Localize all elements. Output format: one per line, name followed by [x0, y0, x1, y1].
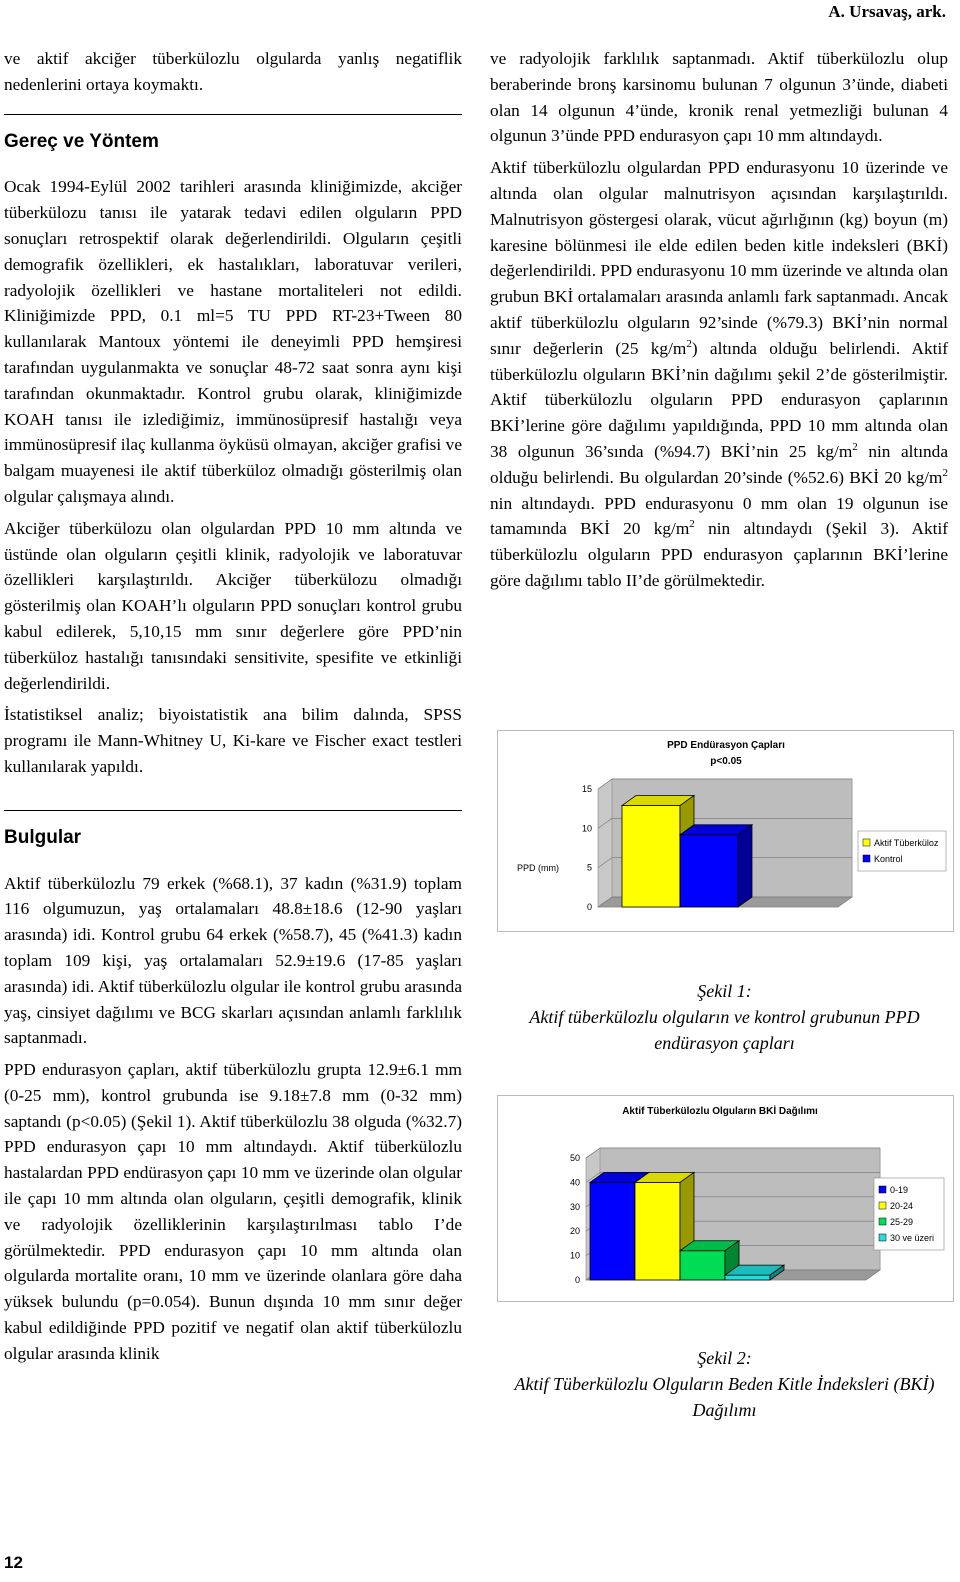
figure-2-chart	[497, 1095, 954, 1302]
page-number: 12	[4, 1553, 23, 1572]
y-tick-label: 10	[581, 823, 592, 834]
legend-label: 20-24	[890, 1201, 914, 1211]
y-tick-label: 0	[574, 1275, 580, 1285]
figure-2-title: Aktif Tüberkülozlu Olguların Beden Kitle İndeksleri (BKİ) Dağılımı	[514, 1374, 935, 1420]
figure-1-label: Şekil 1:	[697, 981, 752, 1001]
chart-title: PPD Endürasyon Çapları	[667, 740, 785, 751]
legend-label: 0-19	[890, 1185, 909, 1195]
figure-1-caption	[497, 978, 952, 1056]
bar-20-24	[635, 1182, 680, 1280]
y-tick-label: 10	[569, 1250, 580, 1261]
running-head: A. Ursavaş, ark.	[828, 2, 946, 21]
legend-swatch	[879, 1234, 886, 1241]
y-axis-label: PPD (mm)	[517, 863, 559, 873]
right-paragraph-2: Aktif tüberkülozlu olgulardan PPD endurasyonu 10 üzerinde ve altında olan olgular malnutrisyon açısından karşılaştırıldı. Malnutrisyon göstergesi olarak, vücut ağırlığının (kg) boyun (m) karesine bölünmesi ile elde edilen beden kitle indeksleri (BKİ) değerlendirildi. PPD endurasyonu 10 mm üzerinde ve altında olan grubun BKİ ortalamaları arasında anlamlı fark saptanmadı. Ancak aktif tüberkülozlu olguların 92’sinde (%79.3) BKİ’nin normal sınır değerlerin (25 $kg/m^2$) altında olduğu belirlendi. Aktif tüberkülozlu olguların BKİ’nin dağılımı şekil 2’de gösterilmiştir. Aktif tüberkülozlu olguların PPD endurasyon çaplarının BKİ’lerine göre dağılımı yapıldığında, PPD 10 mm altında olan 38 olgunun 36’sında (%94.7) BKİ’nin 25 $kg/m^2$ nin altında olduğu belirlendi. Bu olgulardan 20’sinde (%52.6) BKİ 20 $kg/m^2$ nin altındaydı. PPD endurasyonu 0 mm olan 19 olgunun ise tamamında BKİ 20 $kg/m^2$ nin altındaydı (Şekil 3). Aktif tüberkülozlu olguların PPD endurasyon çaplarının BKİ’lerine göre dağılımı tablo II’de görülmektedir.	[490, 158, 948, 590]
y-tick-label: 0	[586, 902, 592, 912]
methods-heading: Gereç ve Yöntem	[4, 130, 159, 152]
legend-swatch	[863, 855, 870, 862]
y-tick-label: 50	[569, 1153, 580, 1163]
legend-swatch	[879, 1202, 886, 1209]
results-heading: Bulgular	[4, 826, 82, 848]
legend-label: 25-29	[890, 1217, 914, 1227]
methods-paragraph-3: İstatistiksel analiz; biyoistatistik ana bilim dalında, SPSS programı ile Mann-Whitney U, Ki-kare ve Fischer exact testleri kullanılarak yapıldı.	[4, 705, 462, 776]
chart-subtitle: p<0.05	[710, 756, 742, 767]
chart-title: Aktif Tüberkülozlu Olguların BKİ Dağılımı	[622, 1106, 818, 1117]
y-tick-label: 40	[569, 1177, 580, 1188]
bar-kontrol	[680, 835, 738, 907]
y-tick-label: 20	[569, 1226, 580, 1237]
legend-swatch	[863, 839, 870, 846]
bar-25-29	[680, 1251, 725, 1280]
figure-2-caption	[497, 1345, 952, 1423]
methods-paragraph-2: Akciğer tüberkülozu olan olgulardan PPD 10 mm altında ve üstünde olan olguların çeşitli klinik, radyolojik ve laboratuvar özellikleri karşılaştırıldı. Akciğer tüberkülozu olmadığı gösterilmiş olan KOAH’lı olguların PPD sonuçları kontrol grubu kabul edilerek, 5,10,15 mm sınır değerlere göre PPD’nin tüberküloz hastalığı tanısındaki sensitivite, spesifite ve etkinliği değerlendirildi.	[4, 518, 462, 693]
bar-30-ve-zeri	[725, 1275, 770, 1280]
results-paragraph-2: PPD endurasyon çapları, aktif tüberkülozlu grupta 12.9±6.1 mm (0-25 mm), kontrol grubunda ise 9.18±7.8 mm (0-32 mm) saptandı (p<0.05) (Şekil 1). Aktif tüberkülozlu 38 olguda (%32.7) PPD endurasyon çapı 10 mm altındaydı. Aktif tüberkülozlu hastalardan PPD endürasyon çapı 10 mm ve üzerinde olan olgular ile çapı 10 mm altında olan olguların, çeşitli demografik, klinik ve radyolojik özelliklerinin karşılaştırılması tablo I’de görülmektedir. PPD endurasyon çapı 10 mm altında olan olgularda mortalite oranı, 10 mm ve üzerinde olanlara göre daha yüksek bulundu (p=0.054). Bunun dışında 10 mm sınır değer kabul edildiğinde PPD pozitif ve negatif olan aktif tüberkülozlu olgular arasında klinik	[4, 1060, 462, 1363]
legend-swatch	[879, 1218, 886, 1225]
figure-1-chart	[497, 730, 954, 932]
section-divider	[4, 810, 462, 811]
legend-label: Aktif Tüberküloz	[874, 838, 939, 848]
legend-swatch	[879, 1186, 886, 1193]
y-tick-label: 5	[586, 862, 592, 873]
figure-1-title: Aktif tüberkülozlu olguların ve kontrol grubunun PPD endürasyon çapları	[529, 1007, 920, 1053]
legend-label: Kontrol	[874, 854, 903, 864]
y-tick-label: 15	[581, 784, 592, 794]
right-paragraph-1: ve radyolojik farklılık saptanmadı. Aktif tüberkülozlu olup beraberinde bronş karsinomu bulunan 7 olgunun 3’ünde, diabeti olan 14 olgunun 4’ünde, kronik renal yetmezliği bulunan 4 olgunun 3’ünde PPD endurasyon çapı 10 mm altındaydı.	[490, 49, 948, 146]
bar-side-face	[738, 825, 752, 907]
bmi-bar-chart	[498, 1096, 953, 1301]
results-paragraph-1: Aktif tüberkülozlu 79 erkek (%68.1), 37 kadın (%31.9) toplam 116 olgumuzun, yaş ortalamaları 48.8±18.6 (12-90 yaşları arasında) idi. Kontrol grubu 64 erkek (%58.7), 45 (%41.3) kadın toplam 109 kişi, yaş ortalamaları 52.9±19.6 (17-85 yaşları arasında) idi. Aktif tüberkülozlu olgular ile kontrol grubu arasında yaş, cinsiyet dağılımı ve BCG skarları açısından anlamlı farklılık saptanmadı.	[4, 873, 462, 1048]
intro-paragraph: ve aktif akciğer tüberkülozlu olgularda yanlış negatiflik nedenlerini ortaya koymaktı.	[4, 49, 462, 94]
right-column	[490, 46, 948, 600]
figure-2-label: Şekil 2:	[697, 1348, 752, 1368]
bar-aktif-t-berk-loz	[622, 806, 680, 907]
bar-0-19	[590, 1182, 635, 1280]
legend-box	[858, 831, 946, 871]
left-column	[4, 46, 462, 1373]
ppd-bar-chart	[498, 731, 953, 931]
y-tick-label: 30	[569, 1201, 580, 1212]
section-divider	[4, 114, 462, 115]
legend-label: 30 ve üzeri	[890, 1233, 935, 1243]
methods-paragraph-1: Ocak 1994-Eylül 2002 tarihleri arasında kliniğimizde, akciğer tüberkülozu tanısı ile yatarak tedavi edilen olguların PPD sonuçları retrospektif olarak değerlendirildi. Olguların çeşitli demografik özellikleri, ek hastalıkları, laboratuvar verileri, radyolojik özellikleri ve hastane mortaliteleri not edildi. Kliniğimizde PPD, 0.1 ml=5 TU PPD RT-23+Tween 80 kullanılarak Mantoux yöntemi ile deneyimli PPD hemşiresi tarafından uygulanmakta ve sonuçlar 48-72 saat sonra aynı kişi tarafından okunmaktadır. Kontrol grubu olarak, kliniğimizde KOAH tanısı ile izlediğimiz, immünosüpresif hastalığı veya immünosüpresif ilaç kullanma öyküsü olmayan, akciğer grafisi ve balgam muayenesi ile aktif tüberküloz olmadığı gösterilmiş olan olgular çalışmaya alındı.	[4, 177, 462, 506]
